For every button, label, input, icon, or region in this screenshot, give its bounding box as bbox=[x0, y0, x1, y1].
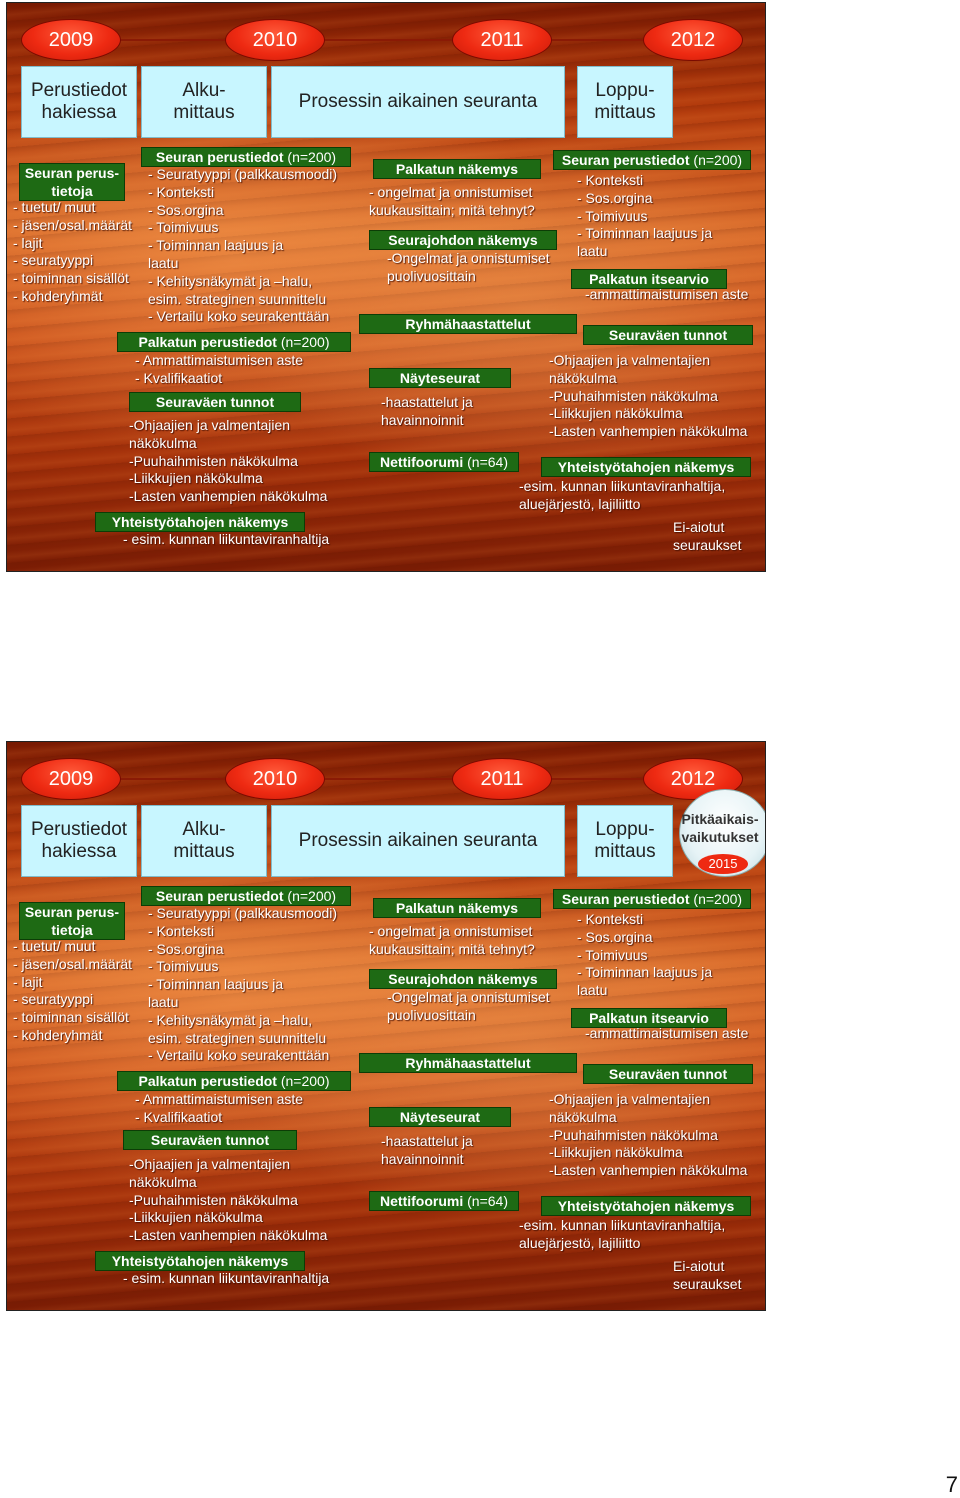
col2-palkattu-header-label: Palkatun perustiedot bbox=[138, 334, 277, 350]
slide-evaluation-timeline-2 bbox=[6, 741, 766, 1311]
col4-ei-aiotut: Ei-aiotut seuraukset bbox=[673, 519, 742, 553]
timeline-line bbox=[117, 39, 677, 41]
col1-header: Seuran perus- tietoja bbox=[19, 902, 125, 940]
col2-tunnot-items: -Ohjaajien ja valmentajien näkökulma -Puuhaihmisten näkökulma -Liikkujien näkökulma -Lasten vanhempien näkökulma bbox=[129, 1156, 328, 1244]
col2-seura-header bbox=[141, 886, 351, 906]
col2-seura-header-n: (n=200) bbox=[283, 888, 337, 904]
col2-palkattu-header bbox=[117, 332, 351, 352]
col3-seurajohto-header: Seurajohdon näkemys bbox=[369, 230, 557, 250]
col3-netti-header bbox=[369, 452, 519, 472]
col2-yhteistyo-header: Yhteistyötahojen näkemys bbox=[95, 512, 305, 532]
col2-yhteistyo-header: Yhteistyötahojen näkemys bbox=[95, 1251, 305, 1271]
col3-netti-header-n: (n=64) bbox=[463, 454, 508, 470]
col4-yhteistyo-header: Yhteistyötahojen näkemys bbox=[541, 457, 751, 477]
col2-seura-items: - Seuratyyppi (palkkausmoodi) - Konteksti - Sos.orgina - Toimivuus - Toiminnan laajuus ja laatu - Kehitysnäkymät ja –halu, esim. strateginen suunnittelu - Vertailu koko seurakenttään bbox=[148, 905, 338, 1064]
phase-loppumittaus: Loppu- mittaus bbox=[577, 805, 673, 877]
year-badge-2010: 2010 bbox=[225, 19, 325, 61]
col3-ryhma-header: Ryhmähaastattelut bbox=[359, 1053, 577, 1073]
phase-perustiedot-hakiessa: Perustiedot hakiessa bbox=[21, 805, 137, 877]
col2-seura-items: - Seuratyyppi (palkkausmoodi) - Konteksti - Sos.orgina - Toimivuus - Toiminnan laajuus ja laatu - Kehitysnäkymät ja –halu, esim. strateginen suunnittelu - Vertailu koko seurakenttään bbox=[148, 166, 338, 325]
col2-yhteistyo-items: - esim. kunnan liikuntaviranhaltija bbox=[123, 1270, 330, 1286]
col2-seura-header-label: Seuran perustiedot bbox=[155, 149, 284, 165]
col3-nayte-items: -haastattelut ja havainnoinnit bbox=[381, 1133, 473, 1167]
year-badge-2010: 2010 bbox=[225, 758, 325, 800]
year-badge-2012: 2012 bbox=[643, 758, 743, 800]
slide-evaluation-timeline-1 bbox=[6, 2, 766, 572]
col4-ei-aiotut: Ei-aiotut seuraukset bbox=[673, 1258, 742, 1292]
col4-yhteistyo-items: -esim. kunnan liikuntaviranhaltija, aluejärjestö, lajiliitto bbox=[519, 1217, 726, 1251]
year-badge-2009: 2009 bbox=[21, 19, 121, 61]
col2-palkattu-header bbox=[117, 1071, 351, 1091]
col4-itsearvio-header: Palkatun itsearvio bbox=[571, 269, 727, 289]
col3-netti-header-label: Nettifoorumi bbox=[380, 1193, 464, 1209]
col3-nayte-header: Näyteseurat bbox=[369, 368, 511, 388]
phase-loppumittaus: Loppu- mittaus bbox=[577, 66, 673, 138]
timeline-line bbox=[117, 778, 677, 780]
pitkaaikaisvaikutukset-bubble bbox=[679, 789, 766, 877]
col4-seura-header-label: Seuran perustiedot bbox=[561, 891, 690, 907]
col3-palkattu-header: Palkatun näkemys bbox=[373, 159, 541, 179]
year-badge-2012: 2012 bbox=[643, 19, 743, 61]
col4-tunnot-items: -Ohjaajien ja valmentajien näkökulma -Puuhaihmisten näkökulma -Liikkujien näkökulma -Lasten vanhempien näkökulma bbox=[549, 352, 748, 440]
col3-palkattu-items: - ongelmat ja onnistumiset kuukausittain; mitä tehnyt? bbox=[369, 184, 535, 218]
col4-yhteistyo-header: Yhteistyötahojen näkemys bbox=[541, 1196, 751, 1216]
col3-seurajohto-items: -Ongelmat ja onnistumiset puolivuosittain bbox=[387, 250, 550, 284]
col2-palkattu-items: - Ammattimaistumisen aste - Kvalifikaatiot bbox=[135, 1091, 304, 1125]
col2-seura-header bbox=[141, 147, 351, 167]
page-number: 7 bbox=[945, 1472, 958, 1497]
col4-tunnot-items: -Ohjaajien ja valmentajien näkökulma -Puuhaihmisten näkökulma -Liikkujien näkökulma -Lasten vanhempien näkökulma bbox=[549, 1091, 748, 1179]
col4-itsearvio-header: Palkatun itsearvio bbox=[571, 1008, 727, 1028]
col2-palkattu-header-n: (n=200) bbox=[276, 1073, 330, 1089]
col4-seura-header bbox=[553, 889, 751, 909]
col2-tunnot-header: Seuraväen tunnot bbox=[123, 1130, 297, 1150]
col3-seurajohto-items: -Ongelmat ja onnistumiset puolivuosittain bbox=[387, 989, 550, 1023]
col4-tunnot-header: Seuraväen tunnot bbox=[583, 1064, 753, 1084]
col4-seura-header bbox=[553, 150, 751, 170]
col4-seura-header-label: Seuran perustiedot bbox=[561, 152, 690, 168]
col1-items: - tuetut/ muut - jäsen/osal.määrät - lajit - seuratyyppi - toiminnan sisällöt - kohderyhmät bbox=[13, 199, 133, 304]
col4-yhteistyo-items: -esim. kunnan liikuntaviranhaltija, aluejärjestö, lajiliitto bbox=[519, 478, 726, 512]
col3-palkattu-header: Palkatun näkemys bbox=[373, 898, 541, 918]
col2-palkattu-header-label: Palkatun perustiedot bbox=[138, 1073, 277, 1089]
col3-nayte-header: Näyteseurat bbox=[369, 1107, 511, 1127]
year-badge-2009: 2009 bbox=[21, 758, 121, 800]
col1-header: Seuran perus- tietoja bbox=[19, 163, 125, 201]
col3-netti-header-n: (n=64) bbox=[463, 1193, 508, 1209]
phase-alkumittaus: Alku- mittaus bbox=[141, 805, 267, 877]
col4-itsearvio-items: -ammattimaistumisen aste bbox=[585, 286, 749, 302]
col2-tunnot-header: Seuraväen tunnot bbox=[129, 392, 301, 412]
col1-items: - tuetut/ muut - jäsen/osal.määrät - lajit - seuratyyppi - toiminnan sisällöt - kohderyhmät bbox=[13, 938, 133, 1043]
col3-netti-header-label: Nettifoorumi bbox=[380, 454, 464, 470]
col2-seura-header-n: (n=200) bbox=[283, 149, 337, 165]
col4-tunnot-header: Seuraväen tunnot bbox=[583, 325, 753, 345]
year-badge-2011: 2011 bbox=[452, 758, 552, 800]
phase-perustiedot-hakiessa: Perustiedot hakiessa bbox=[21, 66, 137, 138]
col2-tunnot-items: -Ohjaajien ja valmentajien näkökulma -Puuhaihmisten näkökulma -Liikkujien näkökulma -Lasten vanhempien näkökulma bbox=[129, 417, 328, 505]
phase-alkumittaus: Alku- mittaus bbox=[141, 66, 267, 138]
col2-palkattu-header-n: (n=200) bbox=[276, 334, 330, 350]
pitkaaikaisvaikutukset-label: Pitkäaikais- vaikutukset bbox=[681, 811, 759, 845]
col2-seura-header-label: Seuran perustiedot bbox=[155, 888, 284, 904]
phase-prosessin-seuranta: Prosessin aikainen seuranta bbox=[271, 805, 565, 877]
col4-seura-items: - Konteksti - Sos.orgina - Toimivuus - Toiminnan laajuus ja laatu bbox=[577, 172, 713, 260]
year-badge-2011: 2011 bbox=[452, 19, 552, 61]
col4-seura-items: - Konteksti - Sos.orgina - Toimivuus - Toiminnan laajuus ja laatu bbox=[577, 911, 713, 999]
col3-palkattu-items: - ongelmat ja onnistumiset kuukausittain; mitä tehnyt? bbox=[369, 923, 535, 957]
col4-seura-header-n: (n=200) bbox=[689, 891, 743, 907]
col3-nayte-items: -haastattelut ja havainnoinnit bbox=[381, 394, 473, 428]
phase-prosessin-seuranta: Prosessin aikainen seuranta bbox=[271, 66, 565, 138]
col3-seurajohto-header: Seurajohdon näkemys bbox=[369, 969, 557, 989]
year-badge-2015: 2015 bbox=[698, 854, 748, 874]
col3-ryhma-header: Ryhmähaastattelut bbox=[359, 314, 577, 334]
col2-yhteistyo-items: - esim. kunnan liikuntaviranhaltija bbox=[123, 531, 330, 547]
col2-palkattu-items: - Ammattimaistumisen aste - Kvalifikaatiot bbox=[135, 352, 304, 386]
col4-itsearvio-items: -ammattimaistumisen aste bbox=[585, 1025, 749, 1041]
col3-netti-header bbox=[369, 1191, 519, 1211]
col4-seura-header-n: (n=200) bbox=[689, 152, 743, 168]
